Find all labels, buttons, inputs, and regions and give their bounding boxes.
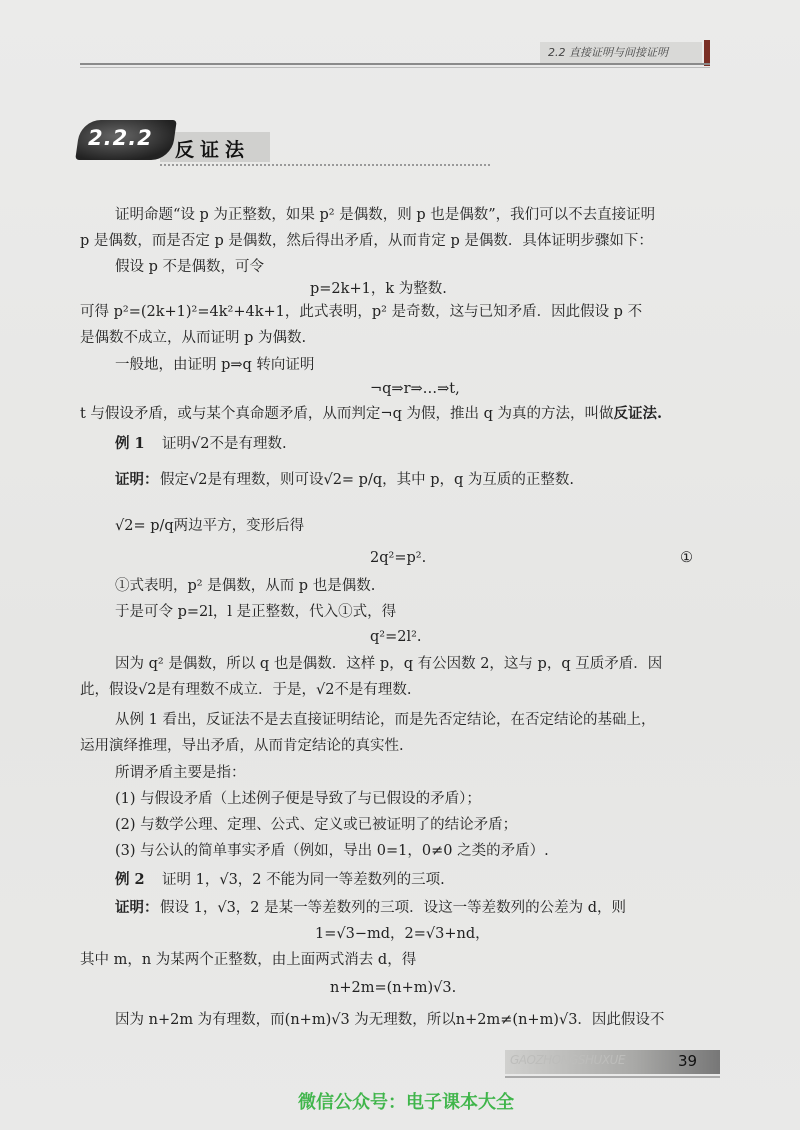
para-3-line-2: 是偶数不成立，从而证明 p 为偶数. — [80, 330, 307, 346]
header-rule — [80, 63, 710, 65]
list-item-2: (2) 与数学公理、定理、公式、定义或已被证明了的结论矛盾； — [115, 817, 518, 833]
equation-1: p=2k+1，k 为整数. — [310, 281, 447, 297]
list-item-3: (3) 与公认的简单事实矛盾（例如，导出 0=1，0≠0 之类的矛盾）. — [115, 843, 549, 859]
page-number: 39 — [678, 1052, 698, 1070]
para-4: 一般地，由证明 p⇒q 转向证明 — [115, 357, 315, 373]
para-3-line-1: 可得 p²=(2k+1)²=4k²+4k+1，此式表明，p² 是奇数，这与已知矛盾．因此假设 p 不 — [80, 304, 643, 320]
para-2: 假设 p 不是偶数，可令 — [115, 259, 264, 275]
equation-5: 1=√3−md，2=√3+nd， — [315, 926, 490, 942]
para-5-text: t 与假设矛盾，或与某个真命题矛盾，从而判定¬q 为假，推出 q 为真的方法，叫做 — [80, 406, 614, 422]
proof-line-3: ①式表明，p² 是偶数，从而 p 也是偶数. — [115, 578, 376, 594]
equation-6: n+2m=(n+m)√3. — [330, 980, 457, 996]
proof-line-4: 于是可令 p=2l，l 是正整数，代入①式，得 — [115, 604, 397, 620]
proof-label: 证明： — [115, 471, 159, 488]
para-6-line-2: 运用演绎推理，导出矛盾，从而肯定结论的真实性. — [80, 738, 404, 754]
proof-2-label: 证明： — [115, 899, 159, 916]
equation-3-marker: ① — [680, 550, 693, 566]
footer-rule — [505, 1076, 720, 1078]
para-7: 所谓矛盾主要是指： — [115, 765, 246, 781]
proof-line-5a: 因为 q² 是偶数，所以 q 也是偶数．这样 p，q 有公因数 2，这与 p，q 互质矛盾．因 — [115, 656, 663, 672]
proof-2-line-1: 假设 1，√3，2 是某一等差数列的三项．设这一等差数列的公差为 d，则 — [160, 900, 627, 916]
para-5 — [80, 404, 662, 424]
list-item-1: (1) 与假设矛盾（上述例子便是导致了与已假设的矛盾）； — [115, 791, 481, 807]
proof-line-1: 假定√2是有理数，则可设√2= p/q，其中 p，q 为互质的正整数. — [160, 472, 575, 488]
section-dotted-rule — [160, 164, 490, 166]
example-2-label: 例 2 — [115, 871, 145, 888]
proof-2-line-3: 因为 n+2m 为有理数，而(n+m)√3 为无理数，所以n+2m≠(n+m)√3．因此假设不 — [115, 1012, 665, 1028]
header-rule-thin — [80, 67, 710, 68]
proof-line-2: √2= p/q两边平方，变形后得 — [115, 518, 305, 534]
proof-line-5b: 此，假设√2是有理数不成立．于是，√2不是有理数. — [80, 682, 412, 698]
example-1-statement: 证明√2不是有理数. — [162, 436, 287, 452]
equation-4: q²=2l². — [370, 629, 422, 645]
example-1-label: 例 1 — [115, 435, 145, 452]
term-proof-by-contradiction: 反证法. — [613, 405, 663, 422]
section-number: 2.2.2 — [88, 126, 153, 150]
footer-series-name: GAOZHONGSHUXUE — [510, 1053, 625, 1067]
para-1-line-2: p 是偶数，而是否定 p 是偶数，然后得出矛盾，从而肯定 p 是偶数．具体证明步骤如下： — [80, 233, 653, 249]
watermark-text: 微信公众号：电子课本大全 — [298, 1092, 514, 1113]
section-title: 反证法 — [175, 139, 251, 161]
equation-3: 2q²=p². — [370, 550, 427, 566]
para-6-line-1: 从例 1 看出，反证法不是去直接证明结论，而是先否定结论，在否定结论的基础上， — [115, 712, 656, 728]
running-header: 2.2 直接证明与间接证明 — [540, 42, 702, 64]
equation-2: ¬q⇒r⇒…⇒t, — [370, 381, 460, 397]
example-2-statement: 证明 1，√3，2 不能为同一等差数列的三项. — [162, 872, 445, 888]
para-1-line-1: 证明命题“设 p 为正整数，如果 p² 是偶数，则 p 也是偶数”，我们可以不去直接证明 — [115, 207, 656, 223]
proof-2-line-2: 其中 m，n 为某两个正整数，由上面两式消去 d，得 — [80, 952, 417, 968]
